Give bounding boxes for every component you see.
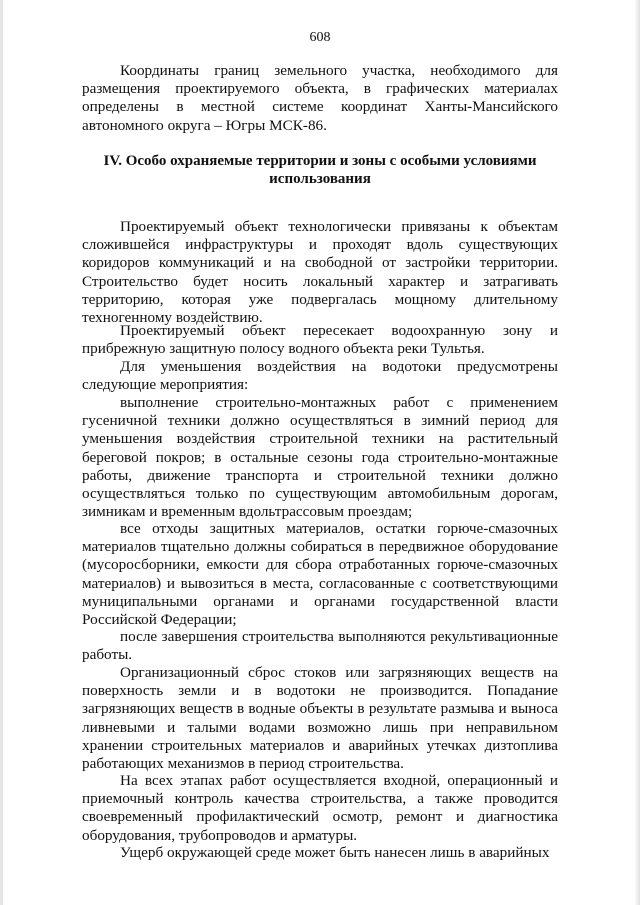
paragraph-measures-intro: Для уменьшения воздействия на водотоки предусмотрены следующие мероприятия: xyxy=(82,358,558,394)
intro-paragraph: Координаты границ земельного участка, необходимого для размещения проектируемого объекта, в графических материалах определены в местной системе координат Ханты-Мансийского автономного округа – Югры МСК-86. xyxy=(82,62,558,134)
paragraph-quality-control: На всех этапах работ осуществляется входной, операционный и приемочный контроль качества строительства, а также проводится своевременный профилактический осмотр, ремонт и диагностика оборудования, трубопроводов и арматуры. xyxy=(82,772,558,844)
paragraph-infrastructure: Проектируемый объект технологически привязаны к объектам сложившейся инфраструктуры и проходят вдоль существующих коридоров коммуникаций и на свободной от застройки территории. Строительство будет носить локальный характер и затрагивать территорию, которая уже подвергалась мощному длительному техногенному воздействию. xyxy=(82,218,558,327)
paragraph-discharge: Организационный сброс стоков или загрязняющих веществ на поверхность земли и в водотоки не производится. Попадание загрязняющих веществ в водные объекты в результате размыва и выноса ливневыми и талыми водами возможно лишь при неправильном хранении строительных материалов и аварийных утечках дизтоплива работающих механизмов в период строительства. xyxy=(82,664,558,773)
section-heading-line-2: использования xyxy=(269,171,371,187)
section-heading xyxy=(82,152,558,188)
paragraph-environmental-damage: Ущерб окружающей среде может быть нанесен лишь в аварийных xyxy=(120,844,550,861)
page-left-edge xyxy=(0,0,3,905)
paragraph-measure-waste-collection: все отходы защитных материалов, остатки горюче-смазочных материалов тщательно должны собираться в передвижное оборудование (мусоросборники, емкости для сбора отработанных горюче-смазочных материалов) и вывозиться в места, согласованные с соответствующими муниципальными органами и органами государственной власти Российской Федерации; xyxy=(82,520,558,629)
paragraph-water-protection-zone: Проектируемый объект пересекает водоохранную зону и прибрежную защитную полосу водного объекта реки Тультья. xyxy=(82,322,558,358)
page-number: 608 xyxy=(309,30,331,45)
paragraph-measure-construction-works: выполнение строительно-монтажных работ с применением гусеничной техники должно осуществляться в зимний период для уменьшения воздействия строительной техники на растительный береговой покров; в остальные сезоны года строительно-монтажные работы, движение транспорта и строительной техники должно осуществляться только по существующим автомобильным дорогам, зимникам и временным вдольтрассовым проездам; xyxy=(82,394,558,521)
section-heading-line-1: IV. Особо охраняемые территории и зоны с особыми условиями xyxy=(103,153,537,169)
paragraph-measure-recultivation: после завершения строительства выполняются рекультивационные работы. xyxy=(82,628,558,664)
page-right-edge xyxy=(634,0,640,905)
